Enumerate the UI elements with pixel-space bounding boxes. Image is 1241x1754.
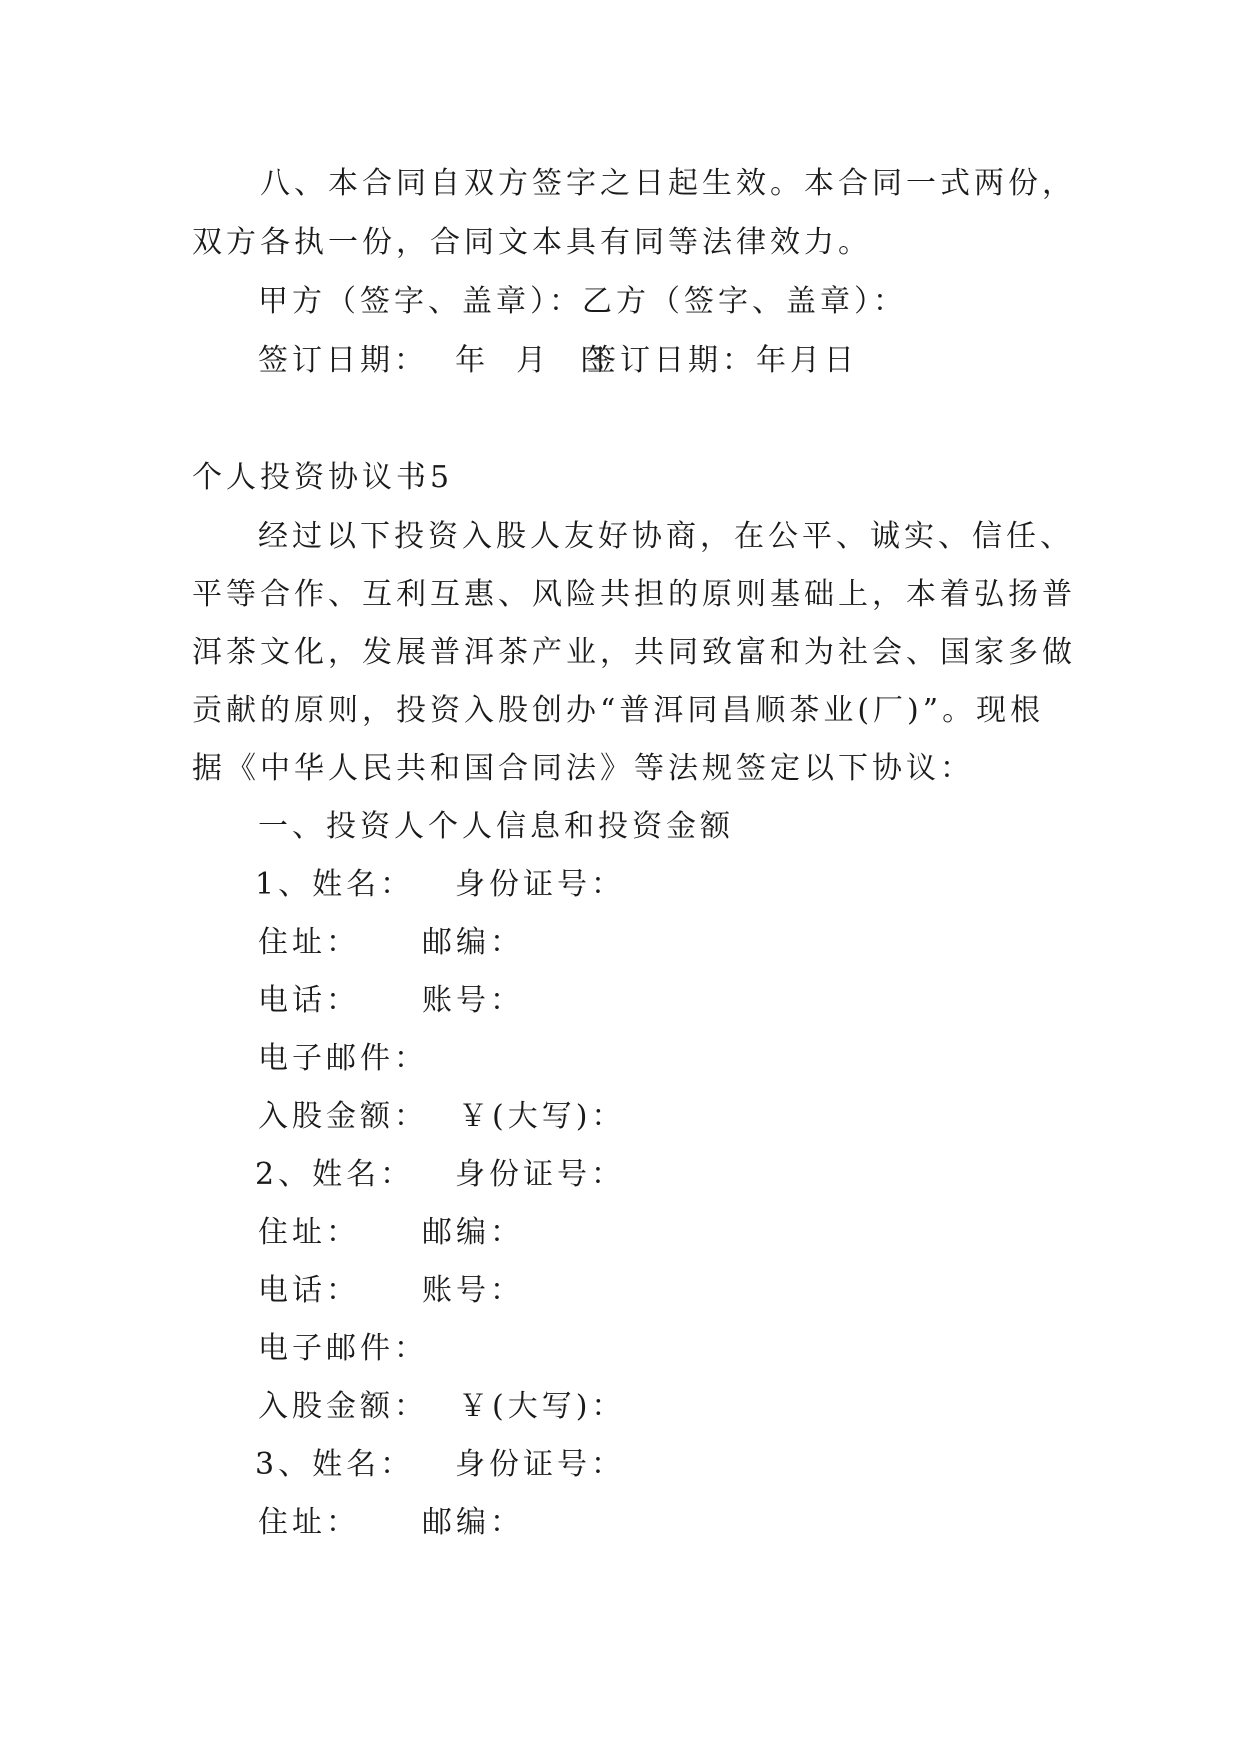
investor-3-name-label: 3、姓名： <box>255 1447 415 1482</box>
investor-1-amount-upper-label: ￥(大写)： <box>458 1099 626 1134</box>
investor-3-postcode-label: 邮编： <box>422 1505 524 1540</box>
clause-8-line-1: 八、本合同自双方签字之日起生效。本合同一式两份， <box>260 166 1076 201</box>
investor-3-id-label: 身份证号： <box>455 1447 625 1482</box>
investor-1-address-label: 住址： <box>258 925 360 960</box>
investor-2-phone-label: 电话： <box>258 1273 360 1308</box>
investor-1-id-label: 身份证号： <box>455 867 625 902</box>
party-a-signature-label: 甲方（签字、盖章）： <box>258 284 583 319</box>
intro-line-5: 据《中华人民共和国合同法》等法规签定以下协议： <box>192 751 974 786</box>
investor-3-address-label: 住址： <box>258 1505 360 1540</box>
investor-2-amount-label: 入股金额： <box>258 1389 428 1424</box>
party-b-signature-label: 乙方（签字、盖章）： <box>582 284 907 319</box>
investor-1-phone-label: 电话： <box>258 983 360 1018</box>
heading-investor-info: 一、投资人个人信息和投资金额 <box>258 809 734 844</box>
investor-1-account-label: 账号： <box>422 983 524 1018</box>
investor-2-amount-upper-label: ￥(大写)： <box>458 1389 626 1424</box>
investor-1-name-label: 1、姓名： <box>255 867 415 902</box>
investor-1-email-label: 电子邮件： <box>258 1041 428 1076</box>
intro-line-3: 洱茶文化，发展普洱茶产业，共同致富和为社会、国家多做 <box>192 635 1076 670</box>
intro-line-2: 平等合作、互利互惠、风险共担的原则基础上，本着弘扬普 <box>192 577 1076 612</box>
clause-8-line-2: 双方各执一份，合同文本具有同等法律效力。 <box>192 225 872 260</box>
investor-2-postcode-label: 邮编： <box>422 1215 524 1250</box>
investor-2-account-label: 账号： <box>422 1273 524 1308</box>
section-title: 个人投资协议书5 <box>192 460 454 495</box>
investor-1-postcode-label: 邮编： <box>422 925 524 960</box>
investor-1-amount-label: 入股金额： <box>258 1099 428 1134</box>
party-b-date-label: 签订日期：年月日 <box>586 343 858 378</box>
investor-2-id-label: 身份证号： <box>455 1157 625 1192</box>
intro-line-1: 经过以下投资入股人友好协商，在公平、诚实、信任、 <box>258 519 1074 554</box>
investor-2-address-label: 住址： <box>258 1215 360 1250</box>
investor-2-email-label: 电子邮件： <box>258 1331 428 1366</box>
intro-line-4: 贡献的原则，投资入股创办“普洱同昌顺茶业(厂)”。现根 <box>192 693 1045 728</box>
investor-2-name-label: 2、姓名： <box>255 1157 415 1192</box>
party-a-date-label: 签订日期： 年 月 日 <box>258 343 612 378</box>
